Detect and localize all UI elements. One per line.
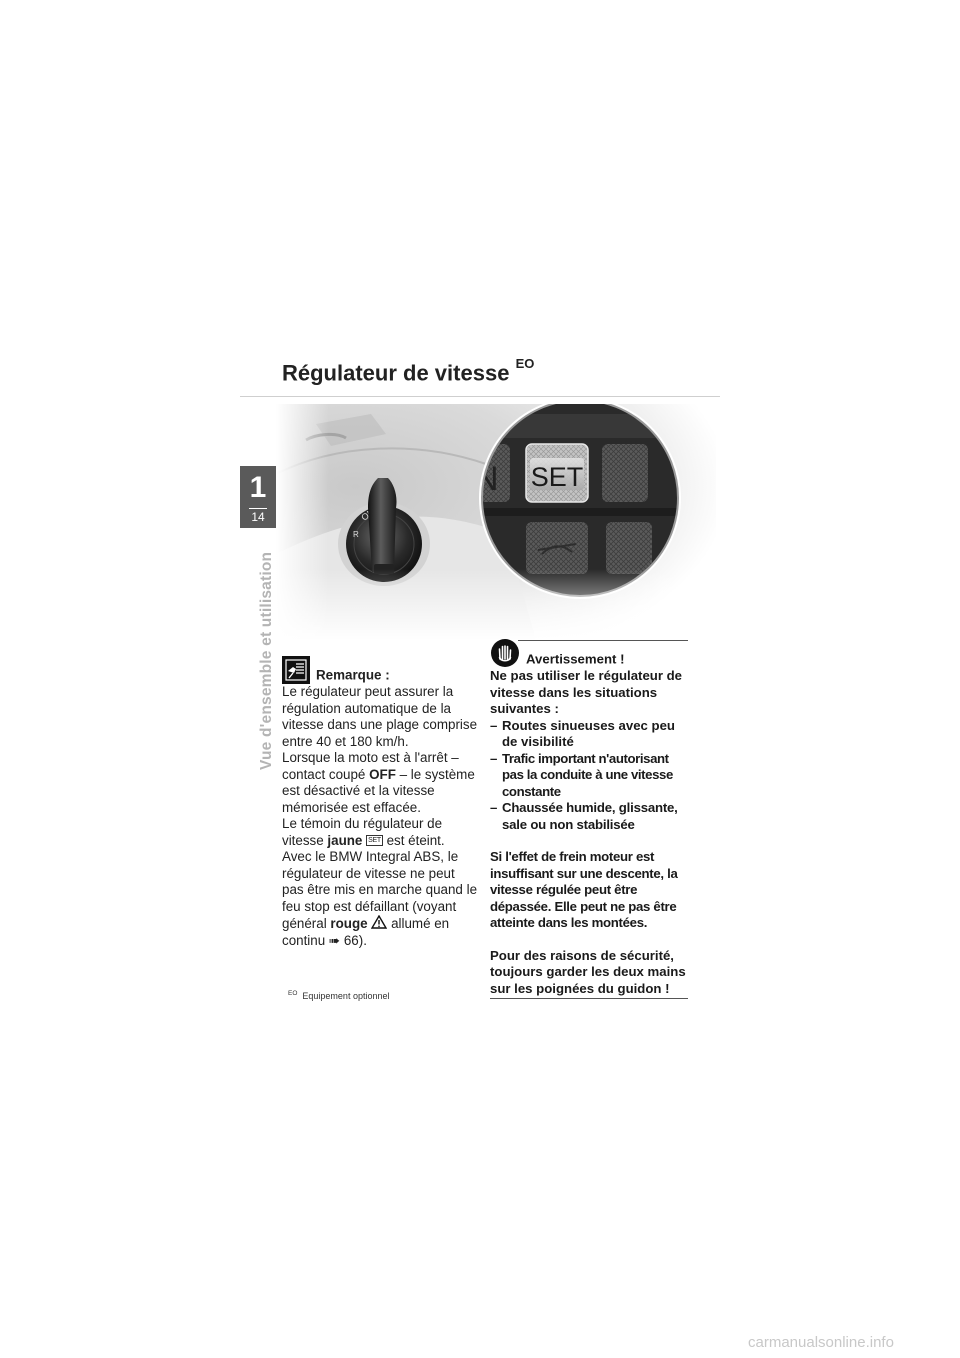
- title-divider: [240, 396, 720, 397]
- warning-intro: Ne pas utiliser le régulateur de vitesse dans les situations suivantes :: [490, 668, 683, 716]
- note-paragraph-1: Le régulateur peut assurer la régulation automatique de la vitesse dans une plage comprise entre 40 et 180 km/h.: [282, 684, 478, 749]
- warning-triangle-icon: [371, 915, 387, 929]
- note-section: [282, 656, 478, 949]
- cruise-control-photo: [276, 404, 716, 640]
- footnote-mark: EO: [288, 990, 298, 997]
- section-title-vertical: Vue d'ensemble et utilisation: [258, 551, 275, 770]
- set-indicator-icon: SET: [368, 836, 381, 844]
- red-label: rouge: [330, 916, 368, 931]
- page-title-superscript: EO: [515, 356, 535, 371]
- list-item: – Trafic important n'autorisant pas la conduite à une vitesse constante: [490, 751, 690, 801]
- chapter-number: 1: [249, 471, 267, 504]
- note-paragraph-3-end: est éteint.: [382, 832, 445, 848]
- footnote: [288, 990, 389, 1001]
- note-heading: Remarque :: [316, 667, 390, 683]
- page-title: [282, 356, 535, 386]
- warning-paragraph-3: Pour des raisons de sécurité, toujours garder les deux mains sur les poignées du guidon !: [490, 947, 686, 996]
- note-paragraph-3-start: Le témoin du régulateur de vitesse: [282, 816, 443, 848]
- warning-heading: Avertissement !: [526, 651, 625, 667]
- note-paragraph-2-end: – le système est désactivé et la vitesse mémorisée est effacée.: [282, 766, 475, 815]
- note-paragraph-4-mid: allumé en continu: [282, 916, 450, 948]
- warning-bottom-rule: [490, 998, 688, 999]
- warning-list: [490, 718, 690, 834]
- yellow-label: jaune: [327, 832, 363, 848]
- note-paragraph-3: [282, 816, 478, 849]
- note-paragraph-2: [282, 750, 478, 816]
- list-item: – Chaussée humide, glissante, sale ou non stabilisée: [490, 800, 690, 833]
- note-paragraph-2-start: Lorsque la moto est à l'arrêt – contact coupé: [282, 750, 459, 782]
- page-number: 14: [251, 510, 265, 524]
- note-paragraph-4-start: Avec le BMW Integral ABS, le régulateur de vitesse ne peut pas être mis en marche quand le feu stop est défaillant (voyant général: [282, 849, 478, 931]
- note-paragraph-4-end: 66).: [340, 932, 367, 948]
- page-title-text: Régulateur de vitesse: [282, 360, 510, 386]
- note-paragraph-4: [282, 849, 478, 949]
- warning-section: [490, 638, 690, 997]
- off-label: OFF: [369, 766, 396, 782]
- warning-paragraph-2: Si l'effet de frein moteur est insuffisant sur une descente, la vitesse régulée peut être dépassée. Elle peut ne pas être atteinte dans les montées.: [490, 849, 678, 930]
- note-icon: [282, 656, 310, 684]
- page-reference-arrow-icon: ➠: [328, 932, 341, 948]
- list-item: – Routes sinueuses avec peu de visibilité: [490, 718, 690, 751]
- footnote-text: Equipement optionnel: [302, 991, 390, 1001]
- warning-hand-icon: [490, 638, 520, 668]
- watermark: carmanualsonline.info: [748, 1334, 894, 1351]
